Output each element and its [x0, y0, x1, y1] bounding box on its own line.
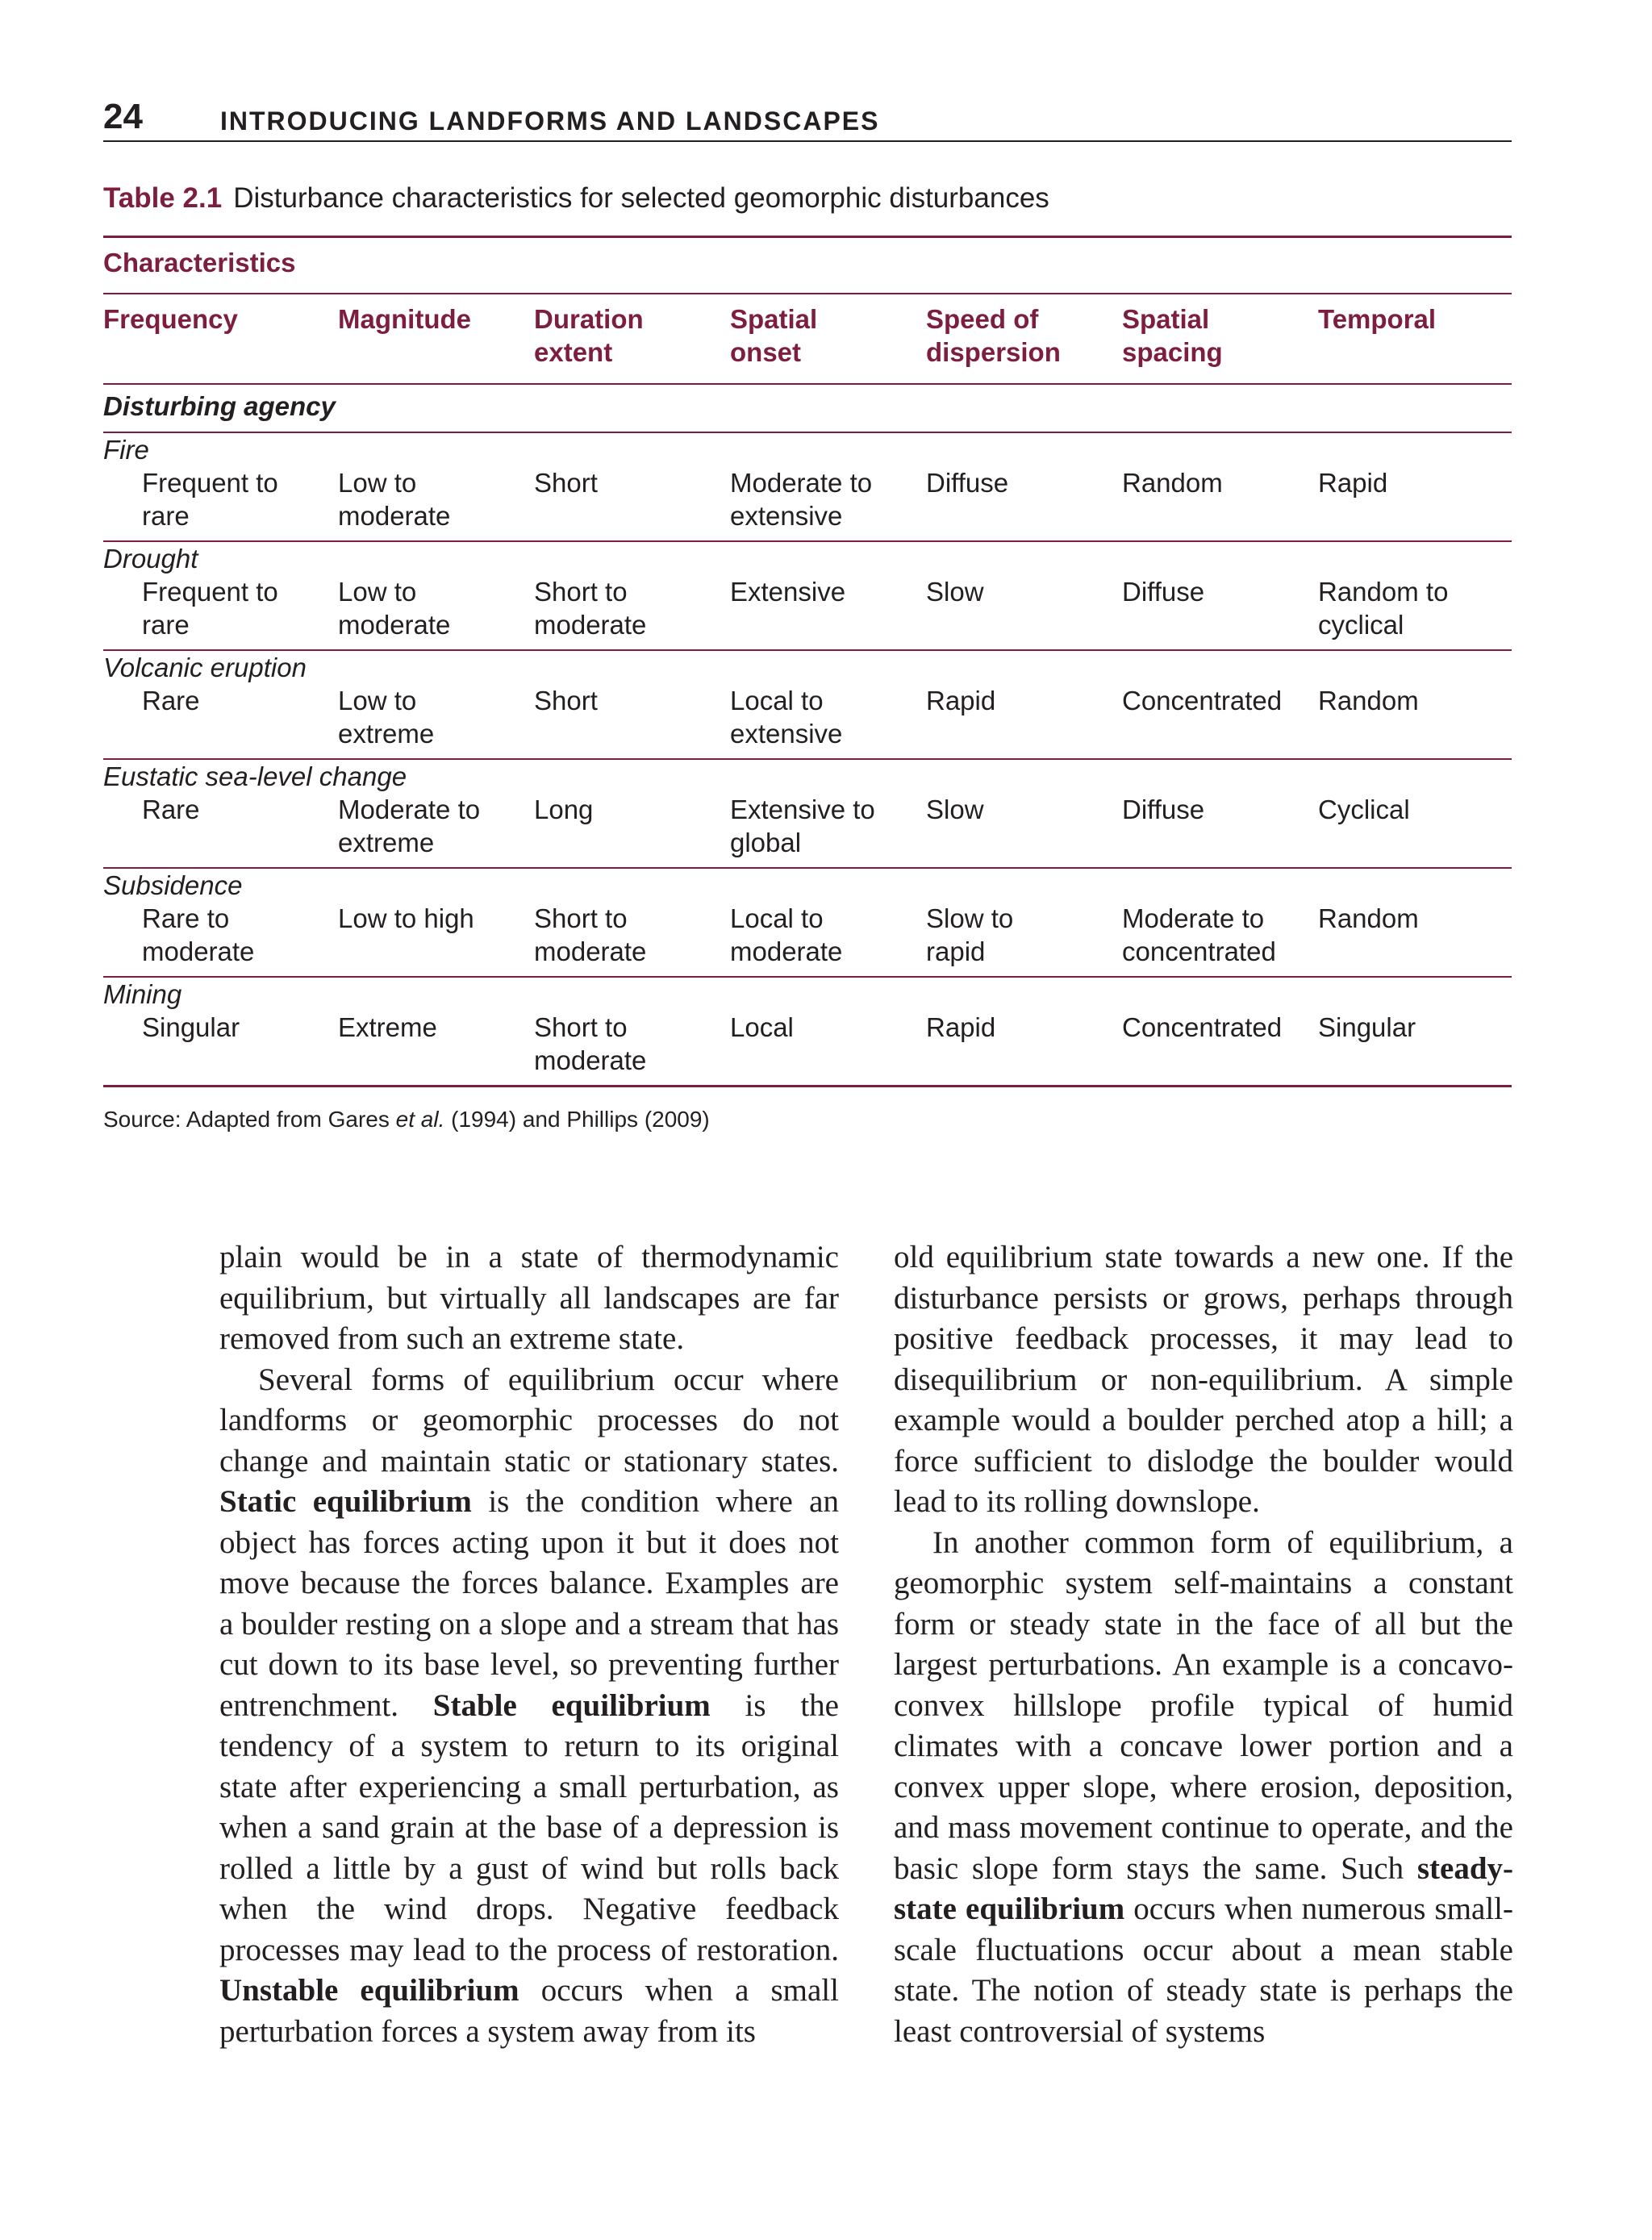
column-header: Spatial onset — [730, 304, 818, 367]
table-label: Table 2.1 — [103, 182, 223, 214]
table-cell: Long — [534, 795, 594, 824]
paragraph: Several forms of equilibrium occur where landforms or geomorphic processes do not change and maintain static or stationary states. Static equilibrium is the condition where an object has forces acting upon it but it does not move because the forces balance. Examples are a boulder resting on a slope and a stream that has cut down to its base level, so preventing further entrenchment. Stable equilibrium is the tendency of a system to return to its original state after experiencing a small perturbation, as when a sand grain at the base of a depression is rolled a little by a gust of wind but rolls back when the wind drops. Negative feedback processes may lead to the process of restoration. Unstable equilibrium occurs when a small perturbation forces a system away from its — [219, 1362, 839, 2049]
key-term: Unstable equilibrium — [219, 1973, 519, 2008]
table-cell: Local to extensive — [730, 686, 843, 749]
table-cell: Low to moderate — [338, 577, 451, 640]
table-bottom-rule — [103, 1085, 1512, 1087]
column-header: Frequency — [103, 304, 238, 334]
table-cell: Low to moderate — [338, 468, 451, 531]
table-cell: Singular — [1318, 1012, 1416, 1042]
table-cell: Local to moderate — [730, 903, 843, 966]
key-term: Static equilibrium — [219, 1484, 472, 1519]
table-cell: Random — [1122, 468, 1223, 498]
characteristics-label: Characteristics — [103, 248, 296, 277]
key-term: steady-state equilibrium — [894, 1850, 1513, 1926]
table-cell: Rare — [142, 795, 200, 824]
table-cell: Short to moderate — [534, 903, 647, 966]
table-cell: Rapid — [926, 1012, 996, 1042]
agency-name: Drought — [103, 544, 198, 574]
table-row — [103, 978, 1512, 1085]
table-cell: Cyclical — [1318, 795, 1410, 824]
disturbance-table — [103, 236, 1512, 1087]
table-row — [103, 651, 1512, 758]
table-row — [103, 542, 1512, 649]
body-column-right — [894, 1237, 1513, 2052]
table-cell: Local — [730, 1012, 794, 1042]
agency-name: Eustatic sea-level change — [103, 761, 407, 791]
table-cell: Extensive to global — [730, 795, 875, 857]
table-source: Source: Adapted from Gares et al. (1994) and Phillips (2009) — [103, 1107, 710, 1132]
column-header: Spatial spacing — [1122, 304, 1223, 367]
agency-name: Volcanic eruption — [103, 653, 307, 682]
table-body — [103, 433, 1512, 1085]
paragraph: plain would be in a state of thermodynamic equilibrium, but virtually all landscapes are far removed from such an extreme state. — [219, 1240, 839, 1356]
table-cell: Rare — [142, 686, 200, 715]
table-cell: Short — [534, 468, 598, 498]
column-header-row — [103, 294, 1512, 383]
table-cell: Random — [1318, 903, 1419, 933]
table-cell: Concentrated — [1122, 686, 1283, 715]
table-cell: Moderate to concentrated — [1122, 903, 1276, 966]
table-cell: Moderate to extensive — [730, 468, 873, 531]
table-cell: Short to moderate — [534, 1012, 647, 1075]
table-cell: Frequent to rare — [142, 577, 278, 640]
table-row — [103, 869, 1512, 976]
table-cell: Rapid — [926, 686, 996, 715]
table-cell: Random — [1318, 686, 1419, 715]
key-term: Stable equilibrium — [432, 1687, 711, 1723]
column-header: Temporal — [1318, 304, 1437, 334]
table-cell: Extensive — [730, 577, 846, 607]
table-cell: Rare to moderate — [142, 903, 255, 966]
table-cell: Moderate to extreme — [338, 795, 481, 857]
table-cell: Diffuse — [926, 468, 1009, 498]
characteristics-header — [103, 238, 1512, 293]
table-cell: Frequent to rare — [142, 468, 278, 531]
column-header: Magnitude — [338, 304, 471, 334]
table-cell: Low to extreme — [338, 686, 435, 749]
table-cell: Random to cyclical — [1318, 577, 1449, 640]
table-cell: Concentrated — [1122, 1012, 1283, 1042]
chapter-title: INTRODUCING LANDFORMS AND LANDSCAPES — [220, 106, 880, 136]
table-cell: Slow to rapid — [926, 903, 1014, 966]
table-cell: Rapid — [1318, 468, 1388, 498]
agency-name: Mining — [103, 979, 182, 1009]
table-cell: Singular — [142, 1012, 240, 1042]
table-row — [103, 433, 1512, 540]
table-cell: Extreme — [338, 1012, 437, 1042]
column-header: Duration extent — [534, 304, 644, 367]
paragraph: In another common form of equilibrium, a geomorphic system self-maintains a constant form or steady state in the face of all but the largest perturbations. An example is a concavo-convex hillslope profile typical of humid climates with a concave lower portion and a convex upper slope, where erosion, deposition, and mass movement continue to operate, and the basic slope form stays the same. Such steady-state equilibrium occurs when numerous small-scale fluctuations occur about a mean stable state. The notion of steady state is perhaps the least controversial of systems — [894, 1525, 1513, 2049]
table-caption-text: Disturbance characteristics for selected geomorphic disturbances — [233, 182, 1049, 214]
table-cell: Short — [534, 686, 598, 715]
disturbing-agency-label: Disturbing agency — [103, 391, 336, 421]
page-number: 24 — [103, 97, 143, 136]
table-cell: Diffuse — [1122, 577, 1205, 607]
table-caption — [103, 182, 1049, 215]
table-cell: Slow — [926, 795, 984, 824]
table-cell: Diffuse — [1122, 795, 1205, 824]
running-head — [103, 95, 1512, 142]
agency-name: Fire — [103, 435, 149, 465]
table-cell: Low to high — [338, 903, 474, 933]
agency-name: Subsidence — [103, 870, 243, 900]
disturbing-agency-header — [103, 385, 1512, 432]
body-column-left — [219, 1237, 839, 2052]
column-header: Speed of dispersion — [926, 304, 1061, 367]
table-cell: Short to moderate — [534, 577, 647, 640]
table-row — [103, 760, 1512, 867]
paragraph: old equilibrium state towards a new one. If the disturbance persists or grows, perhaps through positive feedback processes, it may lead to disequilibrium or non-equilibrium. A simple example would a boulder perched atop a hill; a force sufficient to dislodge the boulder would lead to its rolling downslope. — [894, 1240, 1513, 1519]
table-cell: Slow — [926, 577, 984, 607]
